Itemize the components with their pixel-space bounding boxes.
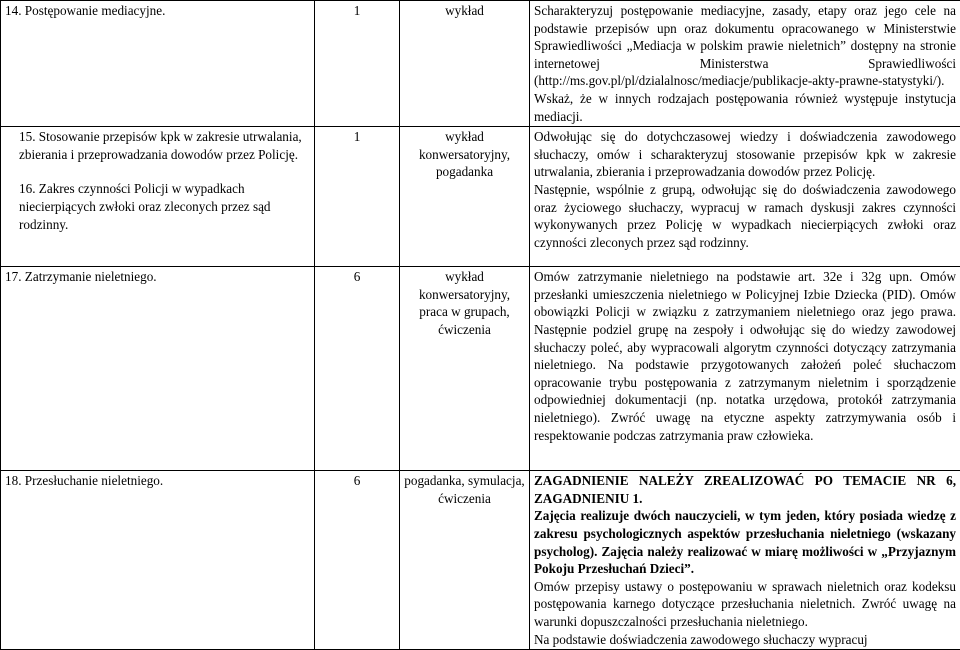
hours-cell xyxy=(315,127,400,267)
table-row xyxy=(1,1,960,127)
description-heading: ZAGADNIENIE NALEŻY ZREALIZOWAĆ PO TEMACIE NR 6, ZAGADNIENIU 1. xyxy=(534,472,956,507)
description-text: Omów przepisy ustawy o postępowaniu w sprawach nieletnich oraz kodeksu postępowania karnego dotyczące przesłuchania nieletnich. Zwróć uwagę na warunki dopuszczalności przesłuchania nieletniego. xyxy=(534,578,956,631)
form-value: wykład xyxy=(445,3,484,18)
hours-cell xyxy=(315,471,400,650)
form-value: wykład konwersatoryjny, pogadanka xyxy=(419,129,510,179)
description-text: Scharakteryzuj postępowanie mediacyjne, zasady, etapy oraz jego cele na podstawie przepisów upn oraz dokumentu opracowanego w Ministerstwie Sprawiedliwości „Mediacja w polskim prawie nieletnich” dostępny na stronie internetowej Ministerstwa Sprawiedliwości (http://ms.gov.pl/pl/dzialalnosc/mediacje/publikacje-akty-prawne-statystyki/). Wskaż, że w innych rodzajach postępowania również występuje instytucja mediacji. xyxy=(534,2,956,125)
topic-cell xyxy=(1,267,315,471)
description-cell xyxy=(530,1,960,127)
topic-title: 15. Stosowanie przepisów kpk w zakresie utrwalania, zbierania i przeprowadzania dowodów przez Policję. xyxy=(19,128,310,163)
form-cell xyxy=(400,1,530,127)
description-cell xyxy=(530,127,960,267)
description-text: Na podstawie doświadczenia zawodowego słuchaczy wypracuj xyxy=(534,631,956,649)
topic-title: 14. Postępowanie mediacyjne. xyxy=(5,3,165,18)
description-text: Następnie, wspólnie z grupą, odwołując się do doświadczenia zawodowego oraz życiowego słuchaczy, wypracuj w ramach dyskusji zakres czynności wykonywanych przez Policję w wypadkach niecierpiących zwłoki oraz czynności zleconych przez sąd rodzinny. xyxy=(534,181,956,251)
topic-title: 16. Zakres czynności Policji w wypadkach niecierpiących zwłoki oraz zleconych przez sąd rodzinny. xyxy=(19,180,310,233)
topic-cell xyxy=(1,471,315,650)
hours-value: 1 xyxy=(354,3,361,18)
hours-value: 6 xyxy=(354,473,361,488)
form-cell xyxy=(400,127,530,267)
table-row xyxy=(1,267,960,471)
form-value: wykład konwersatoryjny, praca w grupach, ćwiczenia xyxy=(419,269,510,337)
description-text: Omów zatrzymanie nieletniego na podstawie art. 32e i 32g upn. Omów przesłanki umieszczenia nieletniego w Policyjnej Izbie Dziecka (PID). Omów obowiązki Policji w związku z zatrzymaniem nieletniego oraz jego prawa. Następnie podziel grupę na zespoły i odwołując się do wiedzy zawodowej słuchaczy poleć, aby wypracowali algorytm czynności dotyczący zatrzymania nieletniego. Na podstawie przygotowanych założeń poleć słuchaczom opracowanie trybu postępowania z zatrzymanym nieletnim i sporządzenie odpowiedniej dokumentacji (np. notatka urzędowa, protokół zatrzymania nieletniego). Zwróć uwagę na etyczne aspekty zatrzymywania osób i respektowanie podczas zatrzymania praw człowieka. xyxy=(534,268,956,444)
hours-cell xyxy=(315,1,400,127)
hours-value: 1 xyxy=(354,129,361,144)
hours-cell xyxy=(315,267,400,471)
form-value: pogadanka, symulacja, ćwiczenia xyxy=(404,473,524,506)
form-cell xyxy=(400,267,530,471)
table-row xyxy=(1,127,960,267)
table-row xyxy=(1,471,960,650)
form-cell xyxy=(400,471,530,650)
hours-value: 6 xyxy=(354,269,361,284)
topic-title: 17. Zatrzymanie nieletniego. xyxy=(5,269,157,284)
topic-title: 18. Przesłuchanie nieletniego. xyxy=(5,473,163,488)
description-text: Odwołując się do dotychczasowej wiedzy i doświadczenia zawodowego słuchaczy, omów i scharakteryzuj stosowanie przepisów kpk w zakresie utrwalania, zbierania i przeprowadzania dowodów przez Policję. xyxy=(534,128,956,181)
description-note: Zajęcia realizuje dwóch nauczycieli, w tym jeden, który posiada wiedzę z zakresu psychologicznych aspektów przesłuchania nieletniego (wskazany psycholog). Zajęcia należy realizować w miarę możliwości w „Przyjaznym Pokoju Przesłuchań Dzieci”. xyxy=(534,507,956,577)
description-cell xyxy=(530,267,960,471)
topic-cell xyxy=(1,1,315,127)
topic-cell xyxy=(1,127,315,267)
description-cell xyxy=(530,471,960,650)
